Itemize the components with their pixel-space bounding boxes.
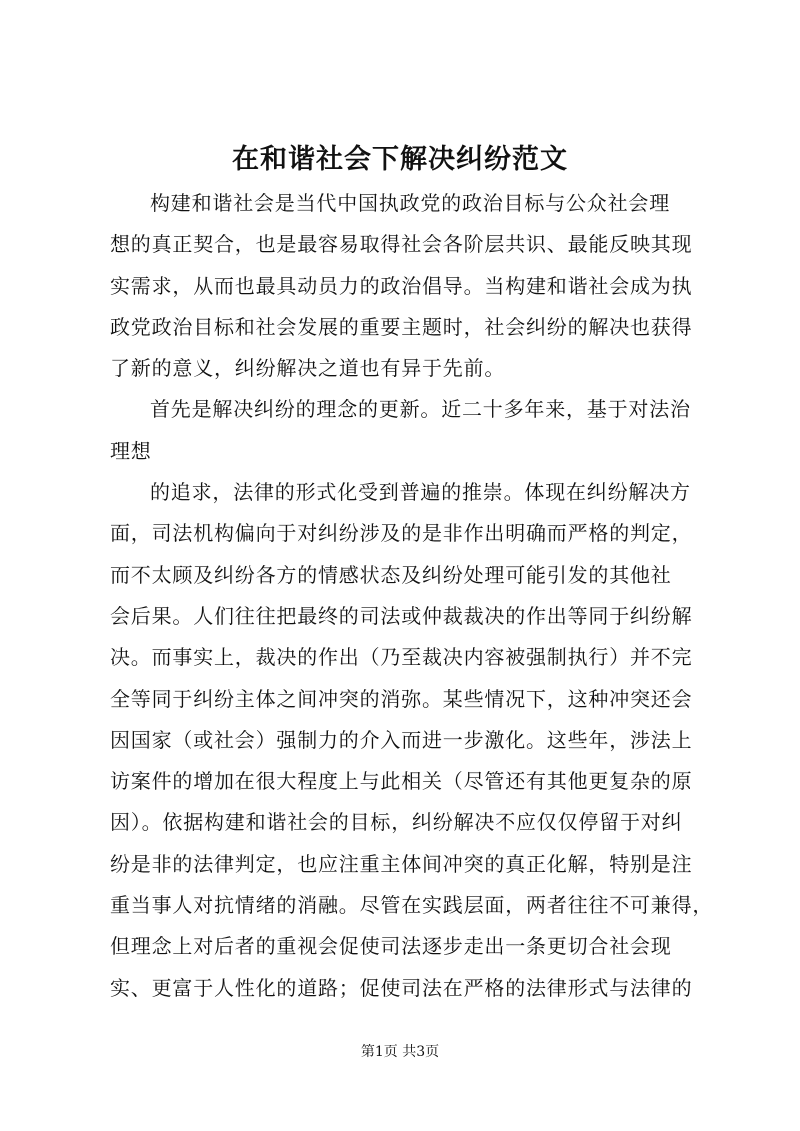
text-line: 但理念上对后者的重视会促使司法逐步走出一条更切合社会现 [110,934,672,959]
text-line: 因）。依据构建和谐社会的目标，纠纷解决不应仅仅停留于对纠 [110,810,683,835]
text-line: 会后果。人们往往把最终的司法或仲裁裁决的作出等同于纠纷解 [110,603,693,628]
text-line: 而不太顾及纠纷各方的情感状态及纠纷处理可能引发的其他社 [110,562,672,587]
text-line: 了新的意义，纠纷解决之道也有异于先前。 [110,356,506,381]
text-line: 首先是解决纠纷的理念的更新。近二十多年来，基于对法治 [150,397,691,422]
text-line: 构建和谐社会是当代中国执政党的政治目标与公众社会理 [150,191,670,215]
text-line: 政党政治目标和社会发展的重要主题时，社会纠纷的解决也获得 [110,314,693,339]
text-line: 重当事人对抗情绪的消融。尽管在实践层面，两者往往不可兼得， [110,893,714,918]
text-line: 实需求，从而也最具动员力的政治倡导。当构建和谐社会成为执 [110,273,693,298]
document-body [110,183,714,1009]
text-line: 想的真正契合，也是最容易取得社会各阶层共识、最能反映其现 [110,232,693,257]
text-line: 决。而事实上，裁决的作出（乃至裁决内容被强制执行）并不完 [110,645,693,670]
text-line: 全等同于纠纷主体之间冲突的消弥。某些情况下，这种冲突还会 [110,686,693,711]
document-title: 在和谐社会下解决纠纷范文 [232,144,568,175]
text-line: 的追求，法律的形式化受到普遍的推崇。体现在纠纷解决方 [150,480,691,505]
text-line: 实、更富于人性化的道路；促使司法在严格的法律形式与法律的 [110,975,693,1000]
text-line: 访案件的增加在很大程度上与此相关（尽管还有其他更复杂的原 [110,769,693,794]
text-line: 理想 [110,438,152,463]
page-number-footer: 第1页 共3页 [360,1044,440,1060]
text-line: 面，司法机构偏向于对纠纷涉及的是非作出明确而严格的判定， [110,521,693,546]
text-line: 纷是非的法律判定，也应注重主体间冲突的真正化解，特别是注 [110,851,693,876]
text-line: 因国家（或社会）强制力的介入而进一步激化。这些年，涉法上 [110,727,693,752]
